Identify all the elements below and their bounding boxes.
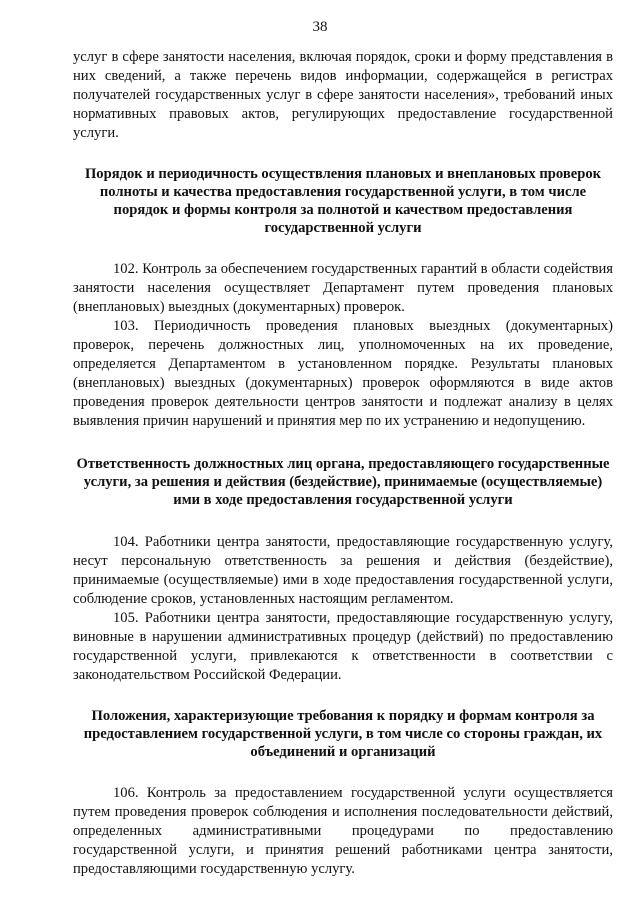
section-inspections <box>73 165 613 431</box>
paragraph-102: 102. Контроль за обеспечением государственных гарантий в области содействия занятости населения осуществляет Департамент путем проведения плановых (внеплановых) выездных (документарных) проверок. <box>73 261 613 315</box>
page-number: 38 <box>312 19 328 35</box>
paragraph-103: 103. Периодичность проведения плановых выездных (документарных) проверок, перечень должностных лиц, уполномоченных на их проведение, определяется Департаментом в установленном порядке. Результаты плановых (внеплановых) выездных (документарных) проверок оформляются в виде актов проведения проверок деятельности центров занятости и подлежат анализу в целях выявления причин нарушений и принятия мер по их устранению и недопущению. <box>73 318 613 429</box>
section-heading-responsibility: Ответственность должностных лиц органа, предоставляющего государственные услуги, за решения и действия (бездействие), принимаемые (осуществляемые) ими в ходе предоставления государственной услуги <box>76 456 610 508</box>
paragraph-105: 105. Работники центра занятости, предоставляющие государственную услугу, виновные в нарушении административных процедур (действий) по предоставлению государственной услуги, привлекаются к ответственности в соответствии с законодательством Российской Федерации. <box>73 610 613 683</box>
paragraph-106: 106. Контроль за предоставлением государственной услуги осуществляется путем проведения проверок соблюдения и исполнения последовательности действий, определенных административными процедурами по предоставлению государственной услуги, и принятия решений работниками центра занятости, предоставляющими государственную услугу. <box>73 785 613 877</box>
document-body <box>73 48 613 879</box>
section-control-requirements <box>73 707 613 879</box>
paragraph-104: 104. Работники центра занятости, предоставляющие государственную услугу, несут персональную ответственность за решения и действия (бездействие), принимаемые (осуществляемые) ими в ходе предоставления государственной услуги, соблюдение сроков, установленных настоящим регламентом. <box>73 534 613 607</box>
section-responsibility <box>73 455 613 685</box>
section-heading-inspections: Порядок и периодичность осуществления плановых и внеплановых проверок полноты и качества предоставления государственной услуги, в том числе порядок и формы контроля за полнотой и качеством предоставления государственной услуги <box>84 166 602 236</box>
section-heading-control-requirements: Положения, характеризующие требования к порядку и формам контроля за предоставлением государственной услуги, в том числе со стороны граждан, их объединений и организаций <box>83 708 603 760</box>
intro-paragraph: услуг в сфере занятости населения, включая порядок, сроки и форму представления в них сведений, а также перечень видов информации, содержащейся в регистрах получателей государственных услуг в сфере занятости населения», требований иных нормативных правовых актов, регулирующих предоставление государственной услуги. <box>73 49 613 141</box>
